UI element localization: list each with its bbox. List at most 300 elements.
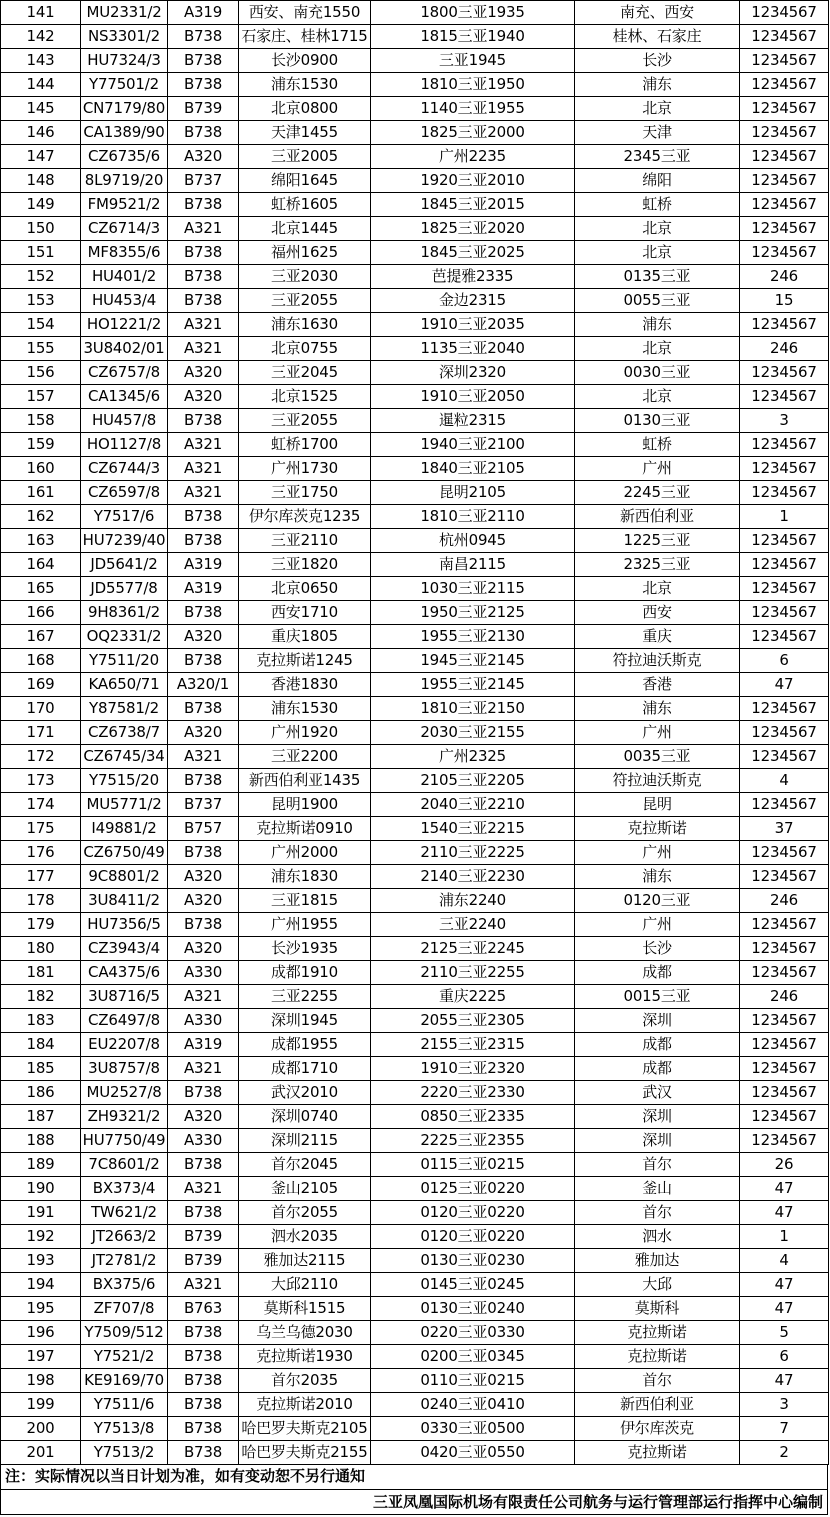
origin-departure-cell: 广州1730 <box>239 457 371 481</box>
aircraft-type-cell: B738 <box>168 241 239 265</box>
return-destination-cell: 雅加达 <box>575 1249 740 1273</box>
aircraft-type-cell: B738 <box>168 25 239 49</box>
aircraft-type-cell: A321 <box>168 337 239 361</box>
row-number-cell: 197 <box>1 1345 81 1369</box>
origin-departure-cell: 三亚1820 <box>239 553 371 577</box>
return-destination-cell: 成都 <box>575 1057 740 1081</box>
schedule-note: 注：实际情况以当日计划为准，如有变动恕不另行通知 <box>0 1465 828 1489</box>
table-row <box>1 625 829 649</box>
row-number-cell: 186 <box>1 1081 81 1105</box>
operating-days-cell: 1234567 <box>740 721 829 745</box>
flight-number-cell: CA1345/6 <box>81 385 168 409</box>
operating-days-cell: 1234567 <box>740 1129 829 1153</box>
table-row <box>1 193 829 217</box>
aircraft-type-cell: A321 <box>168 745 239 769</box>
sanya-time-cell: 0330三亚0500 <box>371 1417 575 1441</box>
operating-days-cell: 1234567 <box>740 1 829 25</box>
origin-departure-cell: 三亚2055 <box>239 289 371 313</box>
table-row <box>1 841 829 865</box>
origin-departure-cell: 虹桥1605 <box>239 193 371 217</box>
flight-number-cell: CZ6597/8 <box>81 481 168 505</box>
origin-departure-cell: 深圳0740 <box>239 1105 371 1129</box>
operating-days-cell: 5 <box>740 1321 829 1345</box>
aircraft-type-cell: B738 <box>168 505 239 529</box>
sanya-time-cell: 三亚2240 <box>371 913 575 937</box>
flight-number-cell: HO1221/2 <box>81 313 168 337</box>
return-destination-cell: 0015三亚 <box>575 985 740 1009</box>
sanya-time-cell: 1845三亚2015 <box>371 193 575 217</box>
row-number-cell: 184 <box>1 1033 81 1057</box>
return-destination-cell: 重庆 <box>575 625 740 649</box>
table-row <box>1 241 829 265</box>
origin-departure-cell: 三亚1750 <box>239 481 371 505</box>
sanya-time-cell: 2110三亚2225 <box>371 841 575 865</box>
flight-number-cell: CN7179/80 <box>81 97 168 121</box>
aircraft-type-cell: B738 <box>168 601 239 625</box>
aircraft-type-cell: A319 <box>168 1033 239 1057</box>
sanya-time-cell: 深圳2320 <box>371 361 575 385</box>
origin-departure-cell: 三亚2055 <box>239 409 371 433</box>
operating-days-cell: 1234567 <box>740 745 829 769</box>
aircraft-type-cell: B738 <box>168 289 239 313</box>
aircraft-type-cell: B737 <box>168 169 239 193</box>
flight-number-cell: CZ6735/6 <box>81 145 168 169</box>
operating-days-cell: 1234567 <box>740 1105 829 1129</box>
operating-days-cell: 1 <box>740 1225 829 1249</box>
flight-number-cell: Y7517/6 <box>81 505 168 529</box>
origin-departure-cell: 首尔2035 <box>239 1369 371 1393</box>
row-number-cell: 144 <box>1 73 81 97</box>
flight-number-cell: HU401/2 <box>81 265 168 289</box>
row-number-cell: 187 <box>1 1105 81 1129</box>
operating-days-cell: 1234567 <box>740 1057 829 1081</box>
aircraft-type-cell: A321 <box>168 985 239 1009</box>
sanya-time-cell: 暹粒2315 <box>371 409 575 433</box>
flight-number-cell: HO1127/8 <box>81 433 168 457</box>
origin-departure-cell: 成都1910 <box>239 961 371 985</box>
return-destination-cell: 长沙 <box>575 937 740 961</box>
flight-number-cell: HU7239/40 <box>81 529 168 553</box>
flight-number-cell: MU2331/2 <box>81 1 168 25</box>
sanya-time-cell: 1140三亚1955 <box>371 97 575 121</box>
row-number-cell: 171 <box>1 721 81 745</box>
operating-days-cell: 47 <box>740 1297 829 1321</box>
sanya-time-cell: 1810三亚2150 <box>371 697 575 721</box>
sanya-time-cell: 0130三亚0230 <box>371 1249 575 1273</box>
sanya-time-cell: 1940三亚2100 <box>371 433 575 457</box>
flight-number-cell: Y7521/2 <box>81 1345 168 1369</box>
table-row <box>1 73 829 97</box>
row-number-cell: 177 <box>1 865 81 889</box>
flight-number-cell: CA1389/90 <box>81 121 168 145</box>
flight-number-cell: CZ6757/8 <box>81 361 168 385</box>
flight-number-cell: CZ6738/7 <box>81 721 168 745</box>
origin-departure-cell: 石家庄、桂林1715 <box>239 25 371 49</box>
origin-departure-cell: 武汉2010 <box>239 1081 371 1105</box>
operating-days-cell: 1234567 <box>740 961 829 985</box>
row-number-cell: 164 <box>1 553 81 577</box>
row-number-cell: 167 <box>1 625 81 649</box>
operating-days-cell: 1234567 <box>740 913 829 937</box>
sanya-time-cell: 2225三亚2355 <box>371 1129 575 1153</box>
flight-number-cell: Y7513/2 <box>81 1441 168 1465</box>
flight-number-cell: HU7324/3 <box>81 49 168 73</box>
aircraft-type-cell: B738 <box>168 193 239 217</box>
return-destination-cell: 泗水 <box>575 1225 740 1249</box>
flight-number-cell: OQ2331/2 <box>81 625 168 649</box>
sanya-time-cell: 1800三亚1935 <box>371 1 575 25</box>
row-number-cell: 154 <box>1 313 81 337</box>
aircraft-type-cell: B763 <box>168 1297 239 1321</box>
operating-days-cell: 15 <box>740 289 829 313</box>
operating-days-cell: 1234567 <box>740 529 829 553</box>
operating-days-cell: 1234567 <box>740 169 829 193</box>
row-number-cell: 185 <box>1 1057 81 1081</box>
aircraft-type-cell: B738 <box>168 769 239 793</box>
flight-number-cell: HU457/8 <box>81 409 168 433</box>
table-row <box>1 1321 829 1345</box>
origin-departure-cell: 西安、南充1550 <box>239 1 371 25</box>
row-number-cell: 168 <box>1 649 81 673</box>
aircraft-type-cell: B738 <box>168 649 239 673</box>
flight-number-cell: 3U8402/01 <box>81 337 168 361</box>
operating-days-cell: 1234567 <box>740 145 829 169</box>
row-number-cell: 143 <box>1 49 81 73</box>
origin-departure-cell: 天津1455 <box>239 121 371 145</box>
table-row <box>1 865 829 889</box>
flight-number-cell: 8L9719/20 <box>81 169 168 193</box>
origin-departure-cell: 浦东1830 <box>239 865 371 889</box>
aircraft-type-cell: A320 <box>168 721 239 745</box>
row-number-cell: 176 <box>1 841 81 865</box>
row-number-cell: 146 <box>1 121 81 145</box>
row-number-cell: 175 <box>1 817 81 841</box>
flight-number-cell: HU7750/49 <box>81 1129 168 1153</box>
aircraft-type-cell: A319 <box>168 577 239 601</box>
return-destination-cell: 武汉 <box>575 1081 740 1105</box>
origin-departure-cell: 雅加达2115 <box>239 1249 371 1273</box>
sanya-time-cell: 2055三亚2305 <box>371 1009 575 1033</box>
origin-departure-cell: 北京0650 <box>239 577 371 601</box>
return-destination-cell: 浦东 <box>575 313 740 337</box>
sanya-time-cell: 1540三亚2215 <box>371 817 575 841</box>
aircraft-type-cell: A319 <box>168 1 239 25</box>
table-row <box>1 337 829 361</box>
return-destination-cell: 北京 <box>575 97 740 121</box>
origin-departure-cell: 乌兰乌德2030 <box>239 1321 371 1345</box>
aircraft-type-cell: A320 <box>168 385 239 409</box>
flight-number-cell: HU453/4 <box>81 289 168 313</box>
row-number-cell: 160 <box>1 457 81 481</box>
operating-days-cell: 47 <box>740 1177 829 1201</box>
return-destination-cell: 首尔 <box>575 1369 740 1393</box>
sanya-time-cell: 2220三亚2330 <box>371 1081 575 1105</box>
sanya-time-cell: 三亚1945 <box>371 49 575 73</box>
origin-departure-cell: 深圳2115 <box>239 1129 371 1153</box>
origin-departure-cell: 北京0755 <box>239 337 371 361</box>
flight-number-cell: I49881/2 <box>81 817 168 841</box>
sanya-time-cell: 1135三亚2040 <box>371 337 575 361</box>
return-destination-cell: 南充、西安 <box>575 1 740 25</box>
row-number-cell: 194 <box>1 1273 81 1297</box>
schedule-rows <box>1 1 829 1465</box>
origin-departure-cell: 三亚2005 <box>239 145 371 169</box>
row-number-cell: 179 <box>1 913 81 937</box>
aircraft-type-cell: A321 <box>168 1177 239 1201</box>
operating-days-cell: 1234567 <box>740 841 829 865</box>
table-row <box>1 265 829 289</box>
sanya-time-cell: 1955三亚2130 <box>371 625 575 649</box>
sanya-time-cell: 0145三亚0245 <box>371 1273 575 1297</box>
row-number-cell: 141 <box>1 1 81 25</box>
row-number-cell: 198 <box>1 1369 81 1393</box>
flight-number-cell: TW621/2 <box>81 1201 168 1225</box>
aircraft-type-cell: B738 <box>168 1393 239 1417</box>
flight-number-cell: JT2781/2 <box>81 1249 168 1273</box>
return-destination-cell: 新西伯利亚 <box>575 505 740 529</box>
return-destination-cell: 2325三亚 <box>575 553 740 577</box>
sanya-time-cell: 1910三亚2320 <box>371 1057 575 1081</box>
table-row <box>1 1297 829 1321</box>
aircraft-type-cell: A330 <box>168 1009 239 1033</box>
operating-days-cell: 1234567 <box>740 241 829 265</box>
operating-days-cell: 246 <box>740 265 829 289</box>
origin-departure-cell: 泗水2035 <box>239 1225 371 1249</box>
origin-departure-cell: 昆明1900 <box>239 793 371 817</box>
row-number-cell: 159 <box>1 433 81 457</box>
table-row <box>1 1105 829 1129</box>
operating-days-cell: 6 <box>740 649 829 673</box>
table-row <box>1 505 829 529</box>
aircraft-type-cell: A320 <box>168 865 239 889</box>
origin-departure-cell: 重庆1805 <box>239 625 371 649</box>
sanya-time-cell: 南昌2115 <box>371 553 575 577</box>
return-destination-cell: 浦东 <box>575 865 740 889</box>
aircraft-type-cell: B739 <box>168 1249 239 1273</box>
sanya-time-cell: 芭提雅2335 <box>371 265 575 289</box>
table-row <box>1 961 829 985</box>
origin-departure-cell: 三亚2200 <box>239 745 371 769</box>
flight-number-cell: CZ3943/4 <box>81 937 168 961</box>
origin-departure-cell: 绵阳1645 <box>239 169 371 193</box>
origin-departure-cell: 浦东1630 <box>239 313 371 337</box>
return-destination-cell: 首尔 <box>575 1201 740 1225</box>
flight-number-cell: 3U8716/5 <box>81 985 168 1009</box>
flight-number-cell: FM9521/2 <box>81 193 168 217</box>
origin-departure-cell: 浦东1530 <box>239 73 371 97</box>
flight-number-cell: CZ6714/3 <box>81 217 168 241</box>
table-row <box>1 1057 829 1081</box>
return-destination-cell: 克拉斯诺 <box>575 817 740 841</box>
sanya-time-cell: 1950三亚2125 <box>371 601 575 625</box>
aircraft-type-cell: A321 <box>168 1057 239 1081</box>
table-row <box>1 457 829 481</box>
table-row <box>1 889 829 913</box>
origin-departure-cell: 北京1525 <box>239 385 371 409</box>
operating-days-cell: 1234567 <box>740 577 829 601</box>
aircraft-type-cell: A320 <box>168 937 239 961</box>
sanya-time-cell: 金边2315 <box>371 289 575 313</box>
operating-days-cell: 1234567 <box>740 73 829 97</box>
row-number-cell: 172 <box>1 745 81 769</box>
flight-number-cell: Y7513/8 <box>81 1417 168 1441</box>
table-row <box>1 817 829 841</box>
sanya-time-cell: 1910三亚2035 <box>371 313 575 337</box>
flight-number-cell: CZ6750/49 <box>81 841 168 865</box>
return-destination-cell: 深圳 <box>575 1105 740 1129</box>
row-number-cell: 170 <box>1 697 81 721</box>
sanya-time-cell: 0120三亚0220 <box>371 1225 575 1249</box>
row-number-cell: 169 <box>1 673 81 697</box>
flight-number-cell: NS3301/2 <box>81 25 168 49</box>
origin-departure-cell: 广州1955 <box>239 913 371 937</box>
table-row <box>1 25 829 49</box>
return-destination-cell: 浦东 <box>575 73 740 97</box>
row-number-cell: 190 <box>1 1177 81 1201</box>
aircraft-type-cell: B737 <box>168 793 239 817</box>
aircraft-type-cell: A320 <box>168 889 239 913</box>
aircraft-type-cell: A321 <box>168 1273 239 1297</box>
origin-departure-cell: 福州1625 <box>239 241 371 265</box>
flight-number-cell: CZ6745/34 <box>81 745 168 769</box>
row-number-cell: 166 <box>1 601 81 625</box>
row-number-cell: 189 <box>1 1153 81 1177</box>
table-row <box>1 553 829 577</box>
sanya-time-cell: 2140三亚2230 <box>371 865 575 889</box>
operating-days-cell: 1234567 <box>740 193 829 217</box>
operating-days-cell: 1234567 <box>740 1009 829 1033</box>
operating-days-cell: 1234567 <box>740 25 829 49</box>
flight-number-cell: MF8355/6 <box>81 241 168 265</box>
table-row <box>1 1249 829 1273</box>
sanya-time-cell: 浦东2240 <box>371 889 575 913</box>
sanya-time-cell: 1810三亚2110 <box>371 505 575 529</box>
sanya-time-cell: 1845三亚2025 <box>371 241 575 265</box>
aircraft-type-cell: A320 <box>168 361 239 385</box>
return-destination-cell: 虹桥 <box>575 433 740 457</box>
row-number-cell: 191 <box>1 1201 81 1225</box>
aircraft-type-cell: B738 <box>168 265 239 289</box>
return-destination-cell: 0120三亚 <box>575 889 740 913</box>
sanya-time-cell: 0220三亚0330 <box>371 1321 575 1345</box>
operating-days-cell: 1234567 <box>740 1033 829 1057</box>
row-number-cell: 192 <box>1 1225 81 1249</box>
operating-days-cell: 1234567 <box>740 313 829 337</box>
operating-days-cell: 1234567 <box>740 433 829 457</box>
flight-number-cell: MU2527/8 <box>81 1081 168 1105</box>
origin-departure-cell: 哈巴罗夫斯克2105 <box>239 1417 371 1441</box>
operating-days-cell: 2 <box>740 1441 829 1465</box>
sanya-time-cell: 1840三亚2105 <box>371 457 575 481</box>
sanya-time-cell: 1920三亚2010 <box>371 169 575 193</box>
operating-days-cell: 1234567 <box>740 553 829 577</box>
origin-departure-cell: 三亚2030 <box>239 265 371 289</box>
return-destination-cell: 2245三亚 <box>575 481 740 505</box>
origin-departure-cell: 长沙1935 <box>239 937 371 961</box>
return-destination-cell: 浦东 <box>575 697 740 721</box>
return-destination-cell: 大邱 <box>575 1273 740 1297</box>
table-row <box>1 1393 829 1417</box>
aircraft-type-cell: A330 <box>168 961 239 985</box>
row-number-cell: 180 <box>1 937 81 961</box>
origin-departure-cell: 虹桥1700 <box>239 433 371 457</box>
origin-departure-cell: 广州2000 <box>239 841 371 865</box>
sanya-time-cell: 1945三亚2145 <box>371 649 575 673</box>
table-row <box>1 169 829 193</box>
origin-departure-cell: 克拉斯诺1930 <box>239 1345 371 1369</box>
table-row <box>1 385 829 409</box>
aircraft-type-cell: A321 <box>168 433 239 457</box>
row-number-cell: 151 <box>1 241 81 265</box>
row-number-cell: 161 <box>1 481 81 505</box>
table-row <box>1 409 829 433</box>
table-row <box>1 481 829 505</box>
aircraft-type-cell: B738 <box>168 1369 239 1393</box>
aircraft-type-cell: B757 <box>168 817 239 841</box>
sanya-time-cell: 0120三亚0220 <box>371 1201 575 1225</box>
flight-number-cell: ZH9321/2 <box>81 1105 168 1129</box>
table-row <box>1 1345 829 1369</box>
origin-departure-cell: 首尔2045 <box>239 1153 371 1177</box>
origin-departure-cell: 成都1710 <box>239 1057 371 1081</box>
aircraft-type-cell: A321 <box>168 481 239 505</box>
operating-days-cell: 246 <box>740 985 829 1009</box>
operating-days-cell: 26 <box>740 1153 829 1177</box>
return-destination-cell: 釜山 <box>575 1177 740 1201</box>
table-row <box>1 1 829 25</box>
aircraft-type-cell: B738 <box>168 73 239 97</box>
origin-departure-cell: 克拉斯诺2010 <box>239 1393 371 1417</box>
table-row <box>1 217 829 241</box>
return-destination-cell: 0030三亚 <box>575 361 740 385</box>
sanya-time-cell: 重庆2225 <box>371 985 575 1009</box>
sanya-time-cell: 0115三亚0215 <box>371 1153 575 1177</box>
origin-departure-cell: 首尔2055 <box>239 1201 371 1225</box>
operating-days-cell: 7 <box>740 1417 829 1441</box>
flight-number-cell: BX373/4 <box>81 1177 168 1201</box>
row-number-cell: 162 <box>1 505 81 529</box>
flight-number-cell: CA4375/6 <box>81 961 168 985</box>
origin-departure-cell: 浦东1530 <box>239 697 371 721</box>
row-number-cell: 182 <box>1 985 81 1009</box>
return-destination-cell: 广州 <box>575 457 740 481</box>
aircraft-type-cell: A321 <box>168 457 239 481</box>
table-row <box>1 1153 829 1177</box>
aircraft-type-cell: A330 <box>168 1129 239 1153</box>
sanya-time-cell: 0200三亚0345 <box>371 1345 575 1369</box>
origin-departure-cell: 三亚2255 <box>239 985 371 1009</box>
table-row <box>1 1009 829 1033</box>
aircraft-type-cell: B738 <box>168 1441 239 1465</box>
origin-departure-cell: 深圳1945 <box>239 1009 371 1033</box>
operating-days-cell: 1234567 <box>740 625 829 649</box>
return-destination-cell: 符拉迪沃斯克 <box>575 769 740 793</box>
origin-departure-cell: 成都1955 <box>239 1033 371 1057</box>
flight-number-cell: HU7356/5 <box>81 913 168 937</box>
flight-number-cell: Y7509/512 <box>81 1321 168 1345</box>
aircraft-type-cell: B738 <box>168 1081 239 1105</box>
flight-number-cell: 3U8411/2 <box>81 889 168 913</box>
flight-number-cell: MU5771/2 <box>81 793 168 817</box>
row-number-cell: 149 <box>1 193 81 217</box>
sanya-time-cell: 广州2325 <box>371 745 575 769</box>
row-number-cell: 163 <box>1 529 81 553</box>
aircraft-type-cell: A321 <box>168 217 239 241</box>
aircraft-type-cell: B738 <box>168 697 239 721</box>
table-row <box>1 1177 829 1201</box>
row-number-cell: 153 <box>1 289 81 313</box>
table-row <box>1 649 829 673</box>
